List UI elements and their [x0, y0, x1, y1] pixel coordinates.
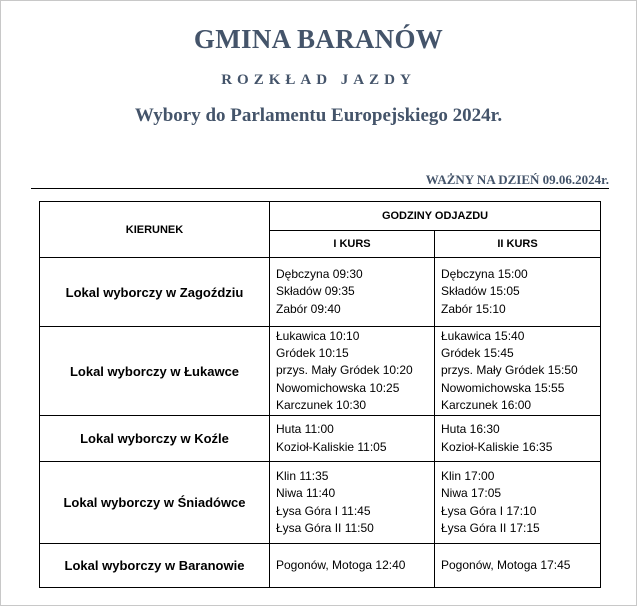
- location-cell: Lokal wyborczy w Łukawce: [40, 327, 270, 416]
- stop-entry: Gródek 10:15: [276, 346, 349, 361]
- stop-entry: Niwa 11:40: [276, 486, 336, 501]
- stop-entry: Łysa Góra II 17:15: [441, 520, 540, 535]
- schedule-table: [39, 201, 601, 588]
- page-title: GMINA BARANÓW: [193, 24, 444, 54]
- stop-entry: Karczunek 10:30: [276, 397, 367, 412]
- run-1-stops: [270, 258, 435, 327]
- stop-entry: Huta 11:00: [276, 422, 334, 437]
- header-departure: GODZINY ODJAZDU: [270, 202, 601, 231]
- table-row: [40, 462, 601, 544]
- header-direction: KIERUNEK: [40, 202, 270, 258]
- stop-entry: Kozioł-Kaliskie 16:35: [441, 439, 553, 454]
- stop-entry: Zabór 15:10: [441, 301, 506, 316]
- stop-entry: Klin 17:00: [441, 468, 495, 483]
- header-run-1: I KURS: [270, 231, 435, 258]
- stop-entry: Klin 11:35: [276, 468, 329, 483]
- run-1-stops: [270, 462, 435, 544]
- stop-entry: Niwa 17:05: [441, 486, 502, 501]
- run-1-stops: [270, 327, 435, 416]
- stop-entry: Dębczyna 09:30: [276, 267, 363, 282]
- stop-entry: Dębczyna 15:00: [441, 267, 528, 282]
- stop-entry: Składów 15:05: [441, 284, 520, 299]
- stop-entry: przys. Mały Gródek 15:50: [441, 363, 578, 378]
- location-cell: Lokal wyborczy w Koźle: [40, 416, 270, 462]
- stop-entry: Pogonów, Motoga 12:40: [276, 557, 406, 572]
- stop-entry: Łukawica 15:40: [441, 328, 525, 343]
- stop-entry: Nowomichowska 10:25: [276, 380, 400, 395]
- stop-entry: Łysa Góra I 11:45: [276, 503, 371, 518]
- location-cell: Lokal wyborczy w Zagoździu: [40, 258, 270, 327]
- stop-entry: Gródek 15:45: [441, 346, 514, 361]
- run-2-stops: [435, 327, 601, 416]
- page-subtitle: ROZKŁAD JAZDY: [221, 72, 416, 88]
- header-divider: [31, 188, 609, 189]
- run-2-stops: [435, 258, 601, 327]
- stop-entry: Kozioł-Kaliskie 11:05: [276, 439, 387, 454]
- stop-entry: Pogonów, Motoga 17:45: [441, 557, 571, 572]
- event-title: Wybory do Parlamentu Europejskiego 2024r.: [134, 105, 503, 126]
- table-row: [40, 416, 601, 462]
- location-cell: Lokal wyborczy w Baranowie: [40, 544, 270, 588]
- stop-entry: Nowomichowska 15:55: [441, 380, 565, 395]
- run-2-stops: [435, 462, 601, 544]
- table-row: [40, 544, 601, 588]
- stop-entry: Zabór 09:40: [276, 301, 341, 316]
- stop-entry: Huta 16:30: [441, 422, 500, 437]
- validity-date: WAŻNY NA DZIEŃ 09.06.2024r.: [425, 172, 609, 187]
- stop-entry: Składów 09:35: [276, 284, 355, 299]
- stop-entry: Łukawica 10:10: [276, 328, 360, 343]
- stop-entry: przys. Mały Gródek 10:20: [276, 363, 413, 378]
- table-row: [40, 327, 601, 416]
- stop-entry: Łysa Góra I 17:10: [441, 503, 537, 518]
- run-2-stops: [435, 416, 601, 462]
- location-cell: Lokal wyborczy w Śniadówce: [40, 462, 270, 544]
- run-1-stops: [270, 416, 435, 462]
- stop-entry: Łysa Góra II 11:50: [276, 520, 374, 535]
- run-1-stops: [270, 544, 435, 588]
- stop-entry: Karczunek 16:00: [441, 397, 532, 412]
- run-2-stops: [435, 544, 601, 588]
- header-run-2: II KURS: [435, 231, 601, 258]
- table-row: [40, 258, 601, 327]
